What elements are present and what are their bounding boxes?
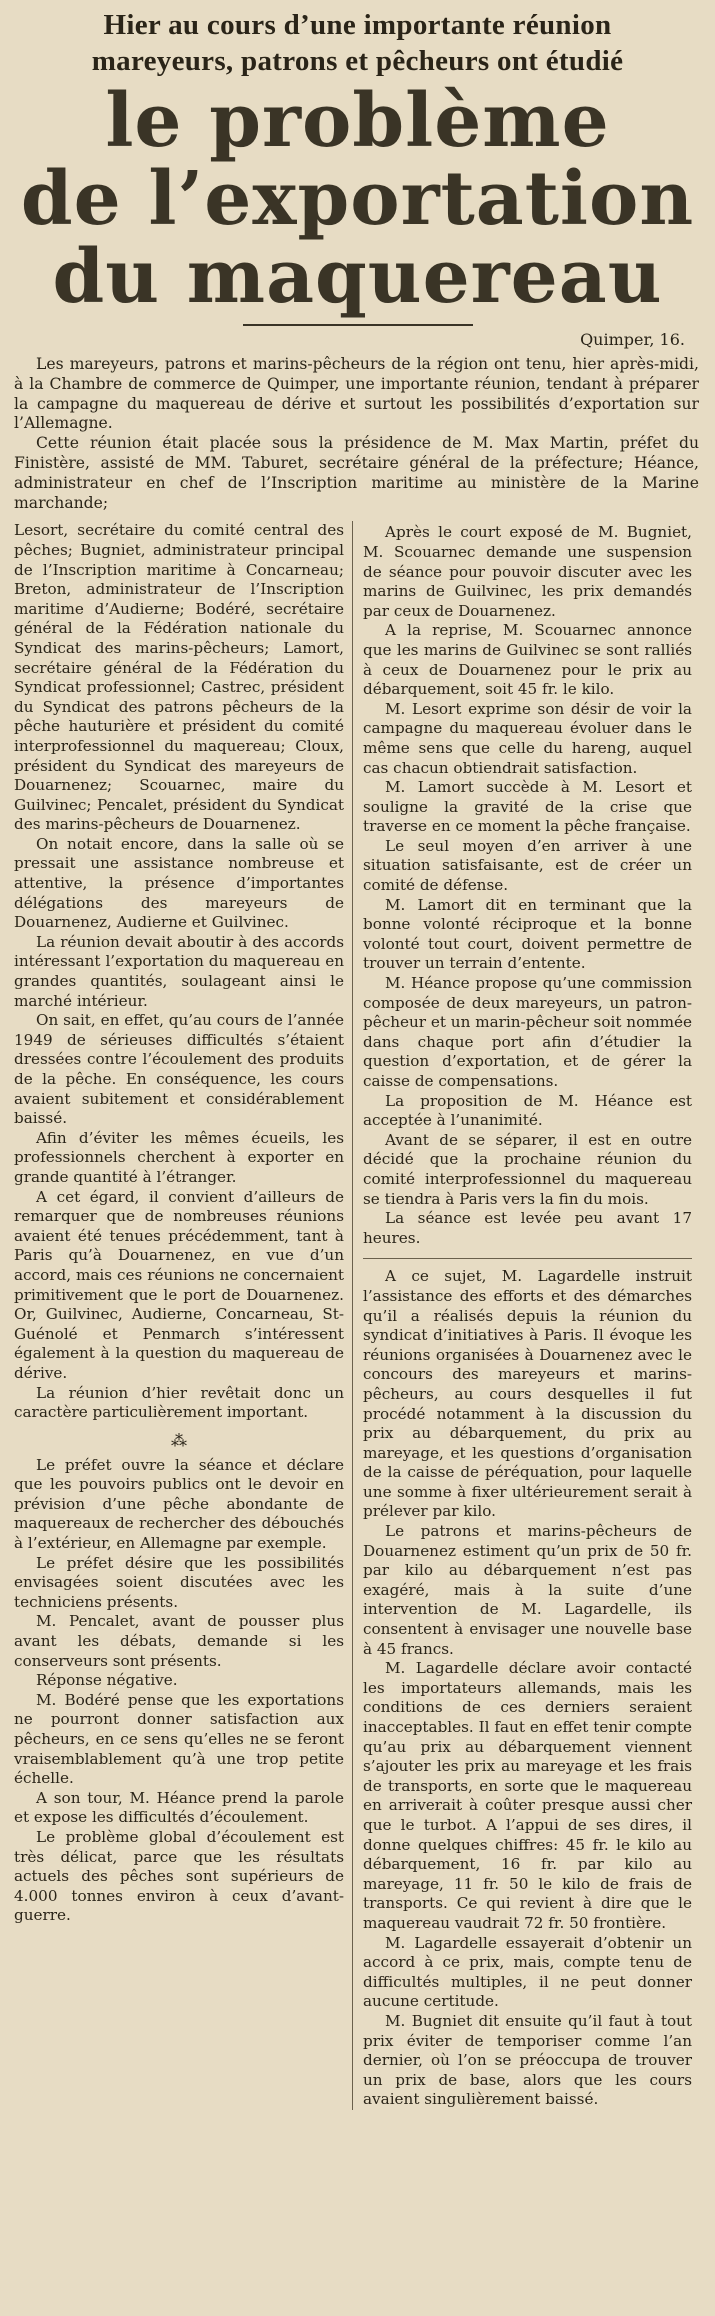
- intro-section: [6, 355, 709, 513]
- paragraph: La réunion d’hier revêtait donc un caractère particulièrement important.: [14, 1383, 344, 1422]
- paragraph: On sait, en effet, qu’au cours de l’année 1949 de sérieuses difficultés s’étaient dressées contre l’écoulement des produits de la pêche. En conséquence, les cours avaient subitement et considérablement baissé.: [14, 1011, 344, 1128]
- title-line-1: le problème: [105, 78, 610, 164]
- paragraph: M. Lamort dit en terminant que la bonne volonté réciproque et la bonne volonté tout court, doivent permettre de trouver un terrain d’entente.: [363, 895, 692, 973]
- paragraph: Cette réunion était placée sous la présidence de M. Max Martin, préfet du Finistère, assisté de MM. Taburet, secrétaire général de la préfecture; Héance, administrateur en chef de l’Inscription maritime au ministère de la Marine marchande;: [14, 434, 699, 512]
- section-separator-icon: ⁂: [171, 1430, 187, 1450]
- title-line-2: de l’exportation: [20, 156, 695, 242]
- paragraph: M. Lagardelle essayerait d’obtenir un accord à ce prix, mais, compte tenu de difficultés multiples, il ne peut donner aucune certitude.: [363, 1933, 692, 2011]
- paragraph: A la reprise, M. Scouarnec annonce que les marins de Guilvinec se sont ralliés à ceux de Douarnenez pour le prix au débarquement, soit 45 fr. le kilo.: [363, 621, 692, 699]
- paragraph: Les mareyeurs, patrons et marins-pêcheurs de la région ont tenu, hier après-midi, à la Chambre de commerce de Quimper, une importante réunion, tendant à préparer la campagne du maquereau de dérive et surtout les possibilités d’exportation sur l’Allemagne.: [14, 355, 699, 433]
- article-columns: [6, 521, 709, 2110]
- paragraph: Afin d’éviter les mêmes écueils, les professionnels cherchent à exporter en grande quantité à l’étranger.: [14, 1128, 344, 1186]
- paragraph: La réunion devait aboutir à des accords intéressant l’exportation du maquereau en grandes quantités, soulageant ainsi le marché intérieur.: [14, 932, 344, 1010]
- title-rule: [243, 324, 473, 326]
- paragraph: Le préfet désire que les possibilités envisagées soient discutées avec les techniciens présents.: [14, 1553, 344, 1611]
- paragraph: A cet égard, il convient d’ailleurs de remarquer que de nombreuses réunions avaient été tenues précédemment, tant à Paris qu’à Douarnenez, en vue d’un accord, mais ces réunions ne concernaient primitivement que le port de Douarnenez. Or, Guilvinec, Audierne, Concarneau, St-Guénolé et Penmarch s’intéressent également à la question du maquereau de dérive.: [14, 1187, 344, 1382]
- headline-line-2: mareyeurs, patrons et pêcheurs ont étudié: [91, 45, 624, 77]
- headline-line-1: Hier au cours d’une importante réunion: [103, 9, 612, 41]
- paragraph: Le problème global d’écoulement est très délicat, parce que les résultats actuels des pêches sont supérieurs de 4.000 tonnes environ à ceux d’avant-guerre.: [14, 1827, 344, 1925]
- column-divider: [363, 1258, 692, 1259]
- paragraph: M. Bodéré pense que les exportations ne pourront donner satisfaction aux pêcheurs, en ce sens qu’elles ne se feront vraisemblablement qu’à une trop petite échelle.: [14, 1690, 344, 1788]
- paragraph: M. Pencalet, avant de pousser plus avant les débats, demande si les conserveurs sont présents.: [14, 1612, 344, 1670]
- paragraph: Le préfet ouvre la séance et déclare que les pouvoirs publics ont le devoir en prévision d’une pêche abondante de maquereaux de rechercher des débouchés à l’extérieur, en Allemagne par exemple.: [14, 1455, 344, 1553]
- paragraph: Le patrons et marins-pêcheurs de Douarnenez estiment qu’un prix de 50 fr. par kilo au débarquement n’est pas exagéré, mais à la suite d’une intervention de M. Lagardelle, ils consentent à envisager une nouvelle base à 45 francs.: [363, 1522, 692, 1658]
- paragraph: Réponse négative.: [36, 1671, 178, 1690]
- left-column: [6, 521, 352, 2110]
- title-line-3: du maquereau: [52, 234, 663, 320]
- paragraph: M. Lamort succède à M. Lesort et souligne la gravité de la crise que traverse en ce moment la pêche française.: [363, 778, 692, 836]
- paragraph: Le seul moyen d’en arriver à une situation satisfaisante, est de créer un comité de défense.: [363, 836, 692, 895]
- paragraph: M. Lagardelle déclare avoir contacté les importateurs allemands, mais les conditions de ces derniers seraient inacceptables. Il faut en effet tenir compte qu’au prix au débarquement viennent s’ajouter les prix au mareyage et les frais de transports, en sorte que le maquereau en arriverait à coûter presque aussi cher que le turbot. A l’appui de ses dires, il donne quelques chiffres: 45 fr. le kilo au débarquement, 16 fr. par kilo au mareyage, 11 fr. 50 le kilo de frais de transports. Ce qui revient à dire que le maquereau vaudrait 72 fr. 50 frontière.: [363, 1659, 692, 1932]
- paragraph: Après le court exposé de M. Bugniet, M. Scouarnec demande une suspension de séance pour pouvoir discuter avec les marins de Guilvinec, les prix demandés par ceux de Douarnenez.: [363, 523, 692, 620]
- paragraph: M. Héance propose qu’une commission composée de deux mareyeurs, un patron-pêcheur et un marin-pêcheur soit nommée dans chaque port afin d’étudier la question d’exportation, et de gérer la caisse de compensations.: [363, 974, 692, 1090]
- paragraph: A son tour, M. Héance prend la parole et expose les difficultés d’écoulement.: [14, 1788, 344, 1827]
- paragraph: La proposition de M. Héance est acceptée à l’unanimité.: [363, 1091, 692, 1130]
- paragraph: La séance est levée peu avant 17 heures.: [363, 1209, 692, 1247]
- dateline: Quimper, 16.: [580, 330, 685, 349]
- right-column: [352, 521, 698, 2110]
- paragraph: M. Bugniet dit ensuite qu’il faut à tout prix éviter de temporiser comme l’an dernier, où l’on se préoccupa de trouver un prix de base, alors que les cours avaient singulièrement baissé.: [363, 2011, 692, 2109]
- paragraph: A ce sujet, M. Lagardelle instruit l’assistance des efforts et des démarches qu’il a réalisés depuis la réunion du syndicat d’initiatives à Paris. Il évoque les réunions organisées à Douarnenez avec le concours des mareyeurs et marins-pêcheurs, au cours desquelles il fut procédé notamment à la discussion du prix au débarquement, du prix au mareyage, et les questions d’organisation de la caisse de péréquation, pour laquelle une somme à fixer ultérieurement serait à prélever par kilo.: [363, 1267, 692, 1521]
- paragraph: M. Lesort exprime son désir de voir la campagne du maquereau évoluer dans le même sens que celle du hareng, auquel cas chacun obtiendrait satisfaction.: [363, 699, 692, 777]
- paragraph: Avant de se séparer, il est en outre décidé que la prochaine réunion du comité interprofessionnel du maquereau se tiendra à Paris vers la fin du mois.: [363, 1130, 692, 1208]
- paragraph: On notait encore, dans la salle où se pressait une assistance nombreuse et attentive, la présence d’importantes délégations des mareyeurs de Douarnenez, Audierne et Guilvinec.: [14, 834, 344, 932]
- paragraph: Lesort, secrétaire du comité central des pêches; Bugniet, administrateur principal de l’Inscription maritime à Concarneau; Breton, administrateur de l’Inscription maritime d’Audierne; Bodéré, secrétaire général de la Fédération nationale du Syndicat des marins-pêcheurs; Lamort, secrétaire général de la Fédération du Syndicat professionnel; Castrec, président du Syndicat des patrons pêcheurs de la pêche hauturière et président du comité interprofessionnel du maquereau; Cloux, président du Syndicat des mareyeurs de Douarnenez; Scouarnec, maire du Guilvinec; Pencalet, président du Syndicat des marins-pêcheurs de Douarnenez.: [14, 521, 344, 834]
